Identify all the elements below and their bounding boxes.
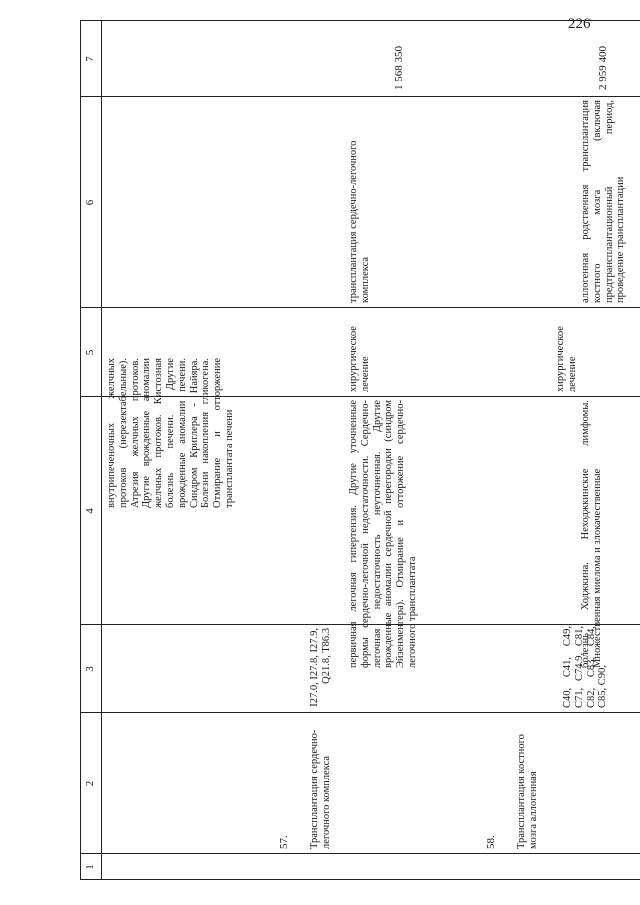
- column-number: 1: [84, 864, 96, 870]
- column-number: 7: [84, 56, 96, 62]
- row-cost: 2 959 400: [597, 46, 609, 90]
- col-border-2: [80, 712, 640, 713]
- page-number: 226: [568, 16, 591, 32]
- rotated-table: [80, 20, 640, 880]
- column-number: 3: [84, 666, 96, 672]
- column-number: 2: [84, 780, 96, 787]
- col-border-0: [80, 879, 640, 880]
- row-name: Трансплантация сердечно-легочного комплекса: [309, 729, 332, 849]
- row-method: трансплантация сердечно-легочного комплекса: [348, 140, 371, 303]
- row-cost: 1 568 350: [393, 46, 405, 90]
- row-number: 58.: [485, 835, 497, 849]
- row-number: 57.: [278, 835, 290, 849]
- col-border-6: [80, 96, 640, 97]
- column-number: 5: [84, 349, 96, 356]
- row-diagnosis: первичная легочная гипертензия. Другие уточненные формы сердечно-легочной недостаточности. Сердечно-легочная недостаточность неуточненная. Другие врожденные аномалии сердечной перегородки (синдром Эйзенменгера). Отмирание и отторжение сердечно-легочного трансплантата: [348, 400, 418, 668]
- col-border-5: [80, 307, 640, 308]
- column-number: 6: [84, 199, 96, 206]
- row-codes: C40, C41, C49, C71, C74.9, C81, C82, C83, C84, C85, C90,: [562, 626, 609, 708]
- header-bottom-border: [101, 20, 102, 880]
- row-treatment-type: хирургическое лечение: [348, 326, 371, 392]
- row-diagnosis: болезнь Ходжкина. Неходжкинские лимфомы. Множественная миелома и злокачественные: [580, 400, 603, 668]
- table-top-border: [80, 20, 81, 880]
- row-name: Трансплантация костного мозга аллогенная: [516, 734, 539, 849]
- row-codes: I27.0, I27.8, I27.9, Q21.8, T86.3: [309, 628, 332, 707]
- row-method: аллогенная родственная трансплантация костного мозга (включая предтрансплантационный период, проведение трансплантации: [580, 100, 627, 303]
- column-number: 4: [84, 508, 96, 514]
- col-border-7: [80, 20, 640, 21]
- continuation-diagnosis: внутрипеченочных желчных протоков (нерезектабельные). Атрезия желчных протоков. Другие врожденные аномалии желчных протоков. Кистозная болезнь печени. Другие врожденные аномалии печени. Синдром Криглера - Найяра. Болезни накопления гликогена. Отмирание и отторжение трансплантата печени: [106, 358, 235, 508]
- row-treatment-type: хирургическое лечение: [555, 326, 578, 392]
- col-border-1: [80, 853, 640, 854]
